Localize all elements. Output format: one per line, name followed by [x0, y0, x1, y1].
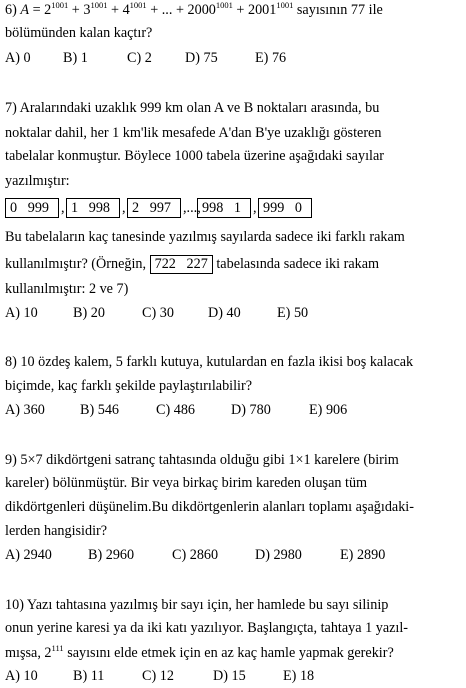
sign-box: 0 999: [5, 198, 59, 218]
exponent: 111: [51, 643, 64, 653]
q9-option-a: A) 2940: [5, 547, 52, 563]
q7-option-c: C) 30: [142, 305, 174, 321]
q6-line1: 6) $A = 2^{1001} + 3^{1001} + 4^{1001}$ + ... + $2000^{1001} + 2001^{1001}$ sayısının 77 ile: [5, 0, 383, 18]
exponent: 1001: [129, 0, 147, 10]
q10-option-c: C) 12: [142, 668, 174, 684]
q7-option-b: B) 20: [73, 305, 105, 321]
q10-option-b: B) 11: [73, 668, 105, 684]
q6-option-a: A) 0: [5, 50, 31, 66]
q8-line2: biçimde, kaç farklı şekilde paylaştırılabilir?: [5, 378, 253, 394]
q8-option-d: D) 780: [231, 402, 271, 418]
q9-line4: lerden hangisidir?: [5, 523, 108, 539]
q7-option-e: E) 50: [277, 305, 309, 321]
exponent: 1001: [51, 0, 69, 10]
q9-option-c: C) 2860: [172, 547, 219, 563]
q7-option-d: D) 40: [208, 305, 241, 321]
exam-page: 6) $A = 2^{1001} + 3^{1001} + 4^{1001}$ + ... + $2000^{1001} + 2001^{1001}$ sayısının 77 ile bölümünden kalan kaçtır? A) 0 B) 1 C) 2 D) 75 E) 76 7) Aralarındaki uzaklık 999 km olan A ve B noktaları arasında, bu noktalar dahil, her 1 km'lik mesafede A'dan B'ye uzaklığı gösteren tabelalar konmuştur. Böylece 1000 tabela üzerine aşağıdaki sayılar yazılmıştır: 0 999 , 1 998 , 2 997 ,..., 998 1 , 999 0 Bu tabelaların kaç tanesinde yazılmış sayılarda sadece iki farklı rakam kullanılmıştır? (Örneğin, 722 227 tabelasında sadece iki rakam kullanılmıştır: 2 ve 7) A) 10 B) 20 C) 30 D) 40 E) 50 8) 10 özdeş kalem, 5 farklı kutuya, kutulardan en fazla ikisi boş kalacak biçimde, kaç farklı şekilde paylaştırılabilir? A) 360 B) 546 C) 486 D) 780 E) 906 9) 5×7 dikdörtgeni satranç tahtasında olduğu gibi 1×1 karelere (birim kareler) bölünmüştür. Bir veya birkaç birim kareden oluşan tüm dikdörtgenleri düşünelim.Bu dikdörtgenlerin alanları toplamı aşağıdaki- lerden hangisidir? A) 2940 B) 2960 C) 2860 D) 2980 E) 2890 10) Yazı tahtasına yazılmış bir sayı için, her hamlede bu sayı silinip onun yerine karesi ya da iki katı yazılıyor. Başlangıçta, tahtaya 1 yazıl- mışsa, $2^{111}$ sayısını elde etmek için en az kaç hamle yapmak gerekir? A) 10 B) 11 C) 12 D) 15 E) 18: [5, 0, 414, 684]
sign-box: 999 0: [258, 198, 312, 218]
q9-line1: 9) 5×7 dikdörtgeni satranç tahtasında olduğu gibi 1×1 karelere (birim: [5, 452, 399, 468]
q6-option-c: C) 2: [127, 50, 152, 66]
q10-line3: mışsa, $2^{111}$ sayısını elde etmek için en az kaç hamle yapmak gerekir?: [5, 643, 394, 661]
q6-option-b: B) 1: [63, 50, 88, 66]
q10-line1: 10) Yazı tahtasına yazılmış bir sayı için, her hamlede bu sayı silinip: [5, 597, 389, 613]
exponent: 1001: [215, 0, 233, 10]
q8-option-b: B) 546: [80, 402, 120, 418]
exponent: 1001: [276, 0, 294, 10]
q10-option-a: A) 10: [5, 668, 38, 684]
q8-option-a: A) 360: [5, 402, 45, 418]
sign-box: 2 997: [127, 198, 181, 218]
q7-line2: noktalar dahil, her 1 km'lik mesafede A'dan B'ye uzaklığı gösteren: [5, 125, 382, 141]
q6-option-e: E) 76: [255, 50, 287, 66]
exponent: 1001: [90, 0, 108, 10]
q8-line1: 8) 10 özdeş kalem, 5 farklı kutuya, kutulardan en fazla ikisi boş kalacak: [5, 354, 414, 370]
q7-line6: kullanılmıştır? (Örneğin, 722 227 tabelasında sadece iki rakam: [5, 256, 380, 272]
sign-ellipsis: ,...,: [183, 200, 201, 216]
q8-option-c: C) 486: [156, 402, 196, 418]
q7-line1: 7) Aralarındaki uzaklık 999 km olan A ve B noktaları arasında, bu: [5, 100, 380, 116]
q7-line3: tabelalar konmuştur. Böylece 1000 tabela üzerine aşağıdaki sayılar: [5, 148, 384, 164]
q10-option-e: E) 18: [283, 668, 315, 684]
q6-option-d: D) 75: [185, 50, 218, 66]
q6-line2: bölümünden kalan kaçtır?: [5, 25, 153, 41]
q9-option-d: D) 2980: [255, 547, 302, 563]
q9-option-b: B) 2960: [88, 547, 135, 563]
q6-number: 6): [5, 2, 17, 18]
q9-option-e: E) 2890: [340, 547, 386, 563]
q9-line2: kareler) bölünmüştür. Bir veya birkaç birim kareden oluşan tüm: [5, 475, 368, 491]
q7-line7: kullanılmıştır: 2 ve 7): [5, 281, 129, 297]
q8-option-e: E) 906: [309, 402, 348, 418]
sign-box: 998 1: [197, 198, 251, 218]
q10-line2: onun yerine karesi ya da iki katı yazılıyor. Başlangıçta, tahtaya 1 yazıl-: [5, 620, 409, 636]
sign-box: 1 998: [66, 198, 120, 218]
example-sign-box: 722 227: [150, 255, 213, 274]
q6-variable: A: [20, 2, 30, 18]
q7-option-a: A) 10: [5, 305, 38, 321]
q7-line5: Bu tabelaların kaç tanesinde yazılmış sayılarda sadece iki farklı rakam: [5, 229, 405, 245]
q10-option-d: D) 15: [213, 668, 246, 684]
q7-line4: yazılmıştır:: [5, 173, 70, 189]
q9-line3: dikdörtgenleri düşünelim.Bu dikdörtgenlerin alanları toplamı aşağıdaki-: [5, 499, 414, 515]
